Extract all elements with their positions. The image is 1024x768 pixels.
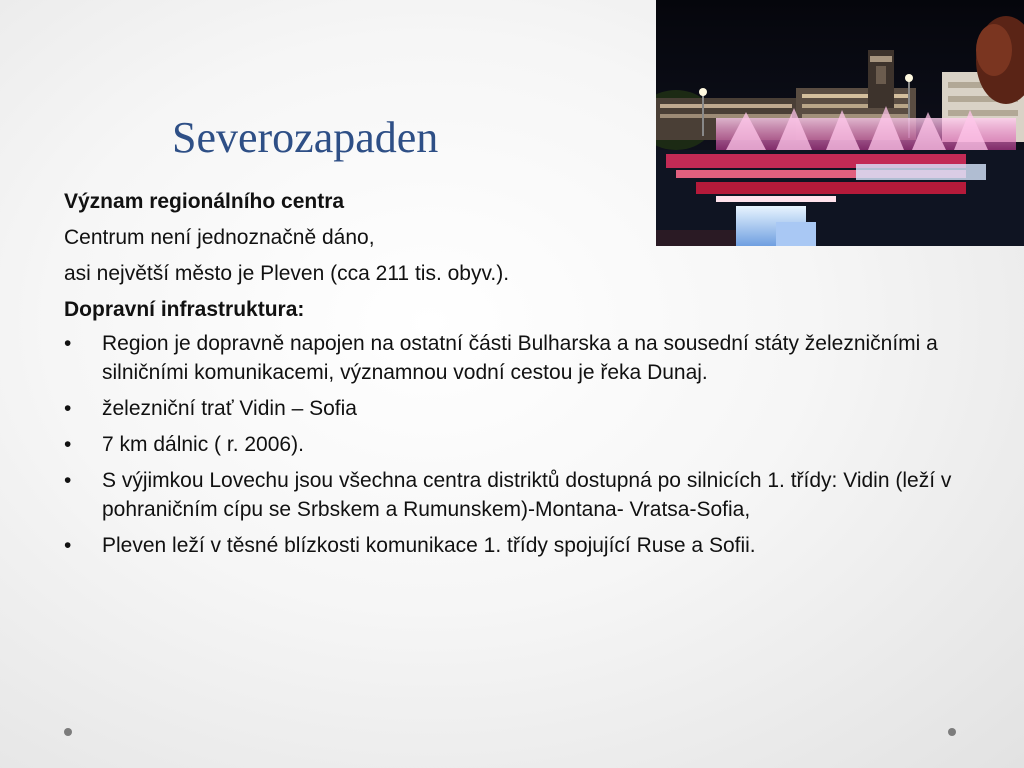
list-item-text: 7 km dálnic ( r. 2006). xyxy=(102,433,304,456)
bullet-icon: • xyxy=(64,469,72,492)
text-line-center: Centrum není jednoznačně dáno, xyxy=(64,226,375,249)
heading-regional-center: Význam regionálního centra xyxy=(64,190,345,213)
bullet-list xyxy=(64,329,968,560)
corner-dot-icon xyxy=(948,728,956,736)
corner-dot-icon xyxy=(64,728,72,736)
list-item xyxy=(64,531,968,560)
text-line-pleven: asi největší město je Pleven (cca 211 tis. obyv.). xyxy=(64,262,510,285)
slide-body xyxy=(64,184,968,567)
list-item-text: S výjimkou Lovechu jsou všechna centra distriktů dostupná po silnicích 1. třídy: Vidin (leží v pohraničním cípu se Srbskem a Rumunskem)-Montana- Vratsa-Sofia, xyxy=(102,469,952,521)
list-item-text: železniční trať Vidin – Sofia xyxy=(102,397,357,420)
bullet-icon: • xyxy=(64,397,72,420)
list-item xyxy=(64,430,968,459)
bullet-icon: • xyxy=(64,433,72,456)
slide-title: Severozapaden xyxy=(172,113,439,162)
list-item xyxy=(64,329,968,387)
list-item-text: Region je dopravně napojen na ostatní části Bulharska a na sousední státy železničními a silničními komunikacemi, významnou vodní cestou je řeka Dunaj. xyxy=(102,332,938,384)
list-item-text: Pleven leží v těsné blízkosti komunikace 1. třídy spojující Ruse a Sofii. xyxy=(102,534,756,557)
list-item xyxy=(64,394,968,423)
list-item xyxy=(64,466,968,524)
bullet-icon: • xyxy=(64,534,72,557)
heading-transport-infrastructure: Dopravní infrastruktura: xyxy=(64,298,305,321)
bullet-icon: • xyxy=(64,332,72,355)
